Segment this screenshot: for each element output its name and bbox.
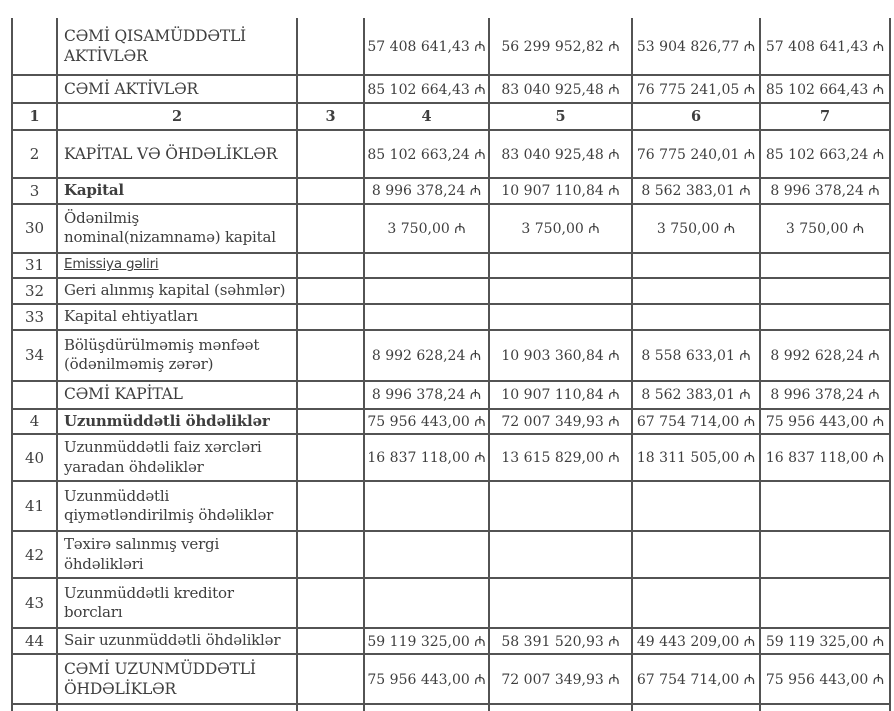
value-cell: 8 996 378,24 ₼ <box>760 381 890 409</box>
value-cell: 75 956 443,00 ₼ <box>364 654 489 704</box>
value-cell <box>632 253 760 278</box>
row-num-cell: 32 <box>12 278 57 304</box>
row-repurchased-capital <box>12 278 890 304</box>
col3-cell <box>297 204 364 253</box>
value-cell <box>632 704 760 711</box>
row-capital <box>12 178 890 204</box>
row-total-short-term-assets <box>12 18 890 75</box>
label-cell: Geri alınmış kapital (səhmlər) <box>57 278 297 304</box>
row-estimated-liabilities <box>12 481 890 531</box>
row-other-long-term-liabilities <box>12 628 890 654</box>
row-num-cell: 3 <box>12 178 57 204</box>
row-num-cell <box>12 654 57 704</box>
label-cell: Sair uzunmüddətli öhdəliklər <box>57 628 297 654</box>
value-cell: 83 040 925,48 ₼ <box>489 130 632 178</box>
col3-cell <box>297 409 364 435</box>
value-cell <box>632 278 760 304</box>
value-cell: 3 750,00 ₼ <box>364 204 489 253</box>
row-long-term-creditors <box>12 578 890 628</box>
row-num-cell: 4 <box>12 409 57 435</box>
value-cell <box>632 531 760 578</box>
col3-cell <box>297 531 364 578</box>
value-cell <box>364 278 489 304</box>
row-num-cell <box>12 381 57 409</box>
row-long-term-liabilities <box>12 409 890 435</box>
column-header-cell: 3 <box>297 103 364 130</box>
value-cell: 8 562 383,01 ₼ <box>632 381 760 409</box>
row-num-cell <box>12 704 57 711</box>
row-num-cell: 43 <box>12 578 57 628</box>
label-cell: Kapital <box>57 178 297 204</box>
value-cell: 13 615 829,00 ₼ <box>489 434 632 481</box>
balance-sheet-table <box>11 18 891 711</box>
value-cell <box>760 278 890 304</box>
label-cell: CƏMİ QISAMÜDDƏTLİ AKTİVLƏR <box>57 18 297 75</box>
value-cell: 57 408 641,43 ₼ <box>364 18 489 75</box>
label-cell: Uzunmüddətli kreditor borcları <box>57 578 297 628</box>
column-header-cell: 2 <box>57 103 297 130</box>
row-num-cell <box>12 18 57 75</box>
value-cell <box>632 578 760 628</box>
value-cell: 75 956 443,00 ₼ <box>364 409 489 435</box>
value-cell: 59 119 325,00 ₼ <box>364 628 489 654</box>
col3-cell <box>297 434 364 481</box>
row-capital-and-liabilities <box>12 130 890 178</box>
row-num-cell: 44 <box>12 628 57 654</box>
value-cell <box>760 704 890 711</box>
value-cell: 67 754 714,00 ₼ <box>632 409 760 435</box>
row-num-cell: 33 <box>12 304 57 330</box>
value-cell: 8 996 378,24 ₼ <box>364 381 489 409</box>
value-cell: 18 311 505,00 ₼ <box>632 434 760 481</box>
value-cell: 76 775 240,01 ₼ <box>632 130 760 178</box>
value-cell: 53 904 826,77 ₼ <box>632 18 760 75</box>
value-cell: 72 007 349,93 ₼ <box>489 409 632 435</box>
value-cell: 56 299 952,82 ₼ <box>489 18 632 75</box>
col3-cell <box>297 704 364 711</box>
value-cell: 85 102 663,24 ₼ <box>364 130 489 178</box>
column-header-cell: 5 <box>489 103 632 130</box>
row-interest-bearing-liabilities <box>12 434 890 481</box>
label-cell: Emissiya gəliri <box>57 253 297 278</box>
value-cell: 8 992 628,24 ₼ <box>364 330 489 381</box>
col3-cell <box>297 278 364 304</box>
col3-cell <box>297 381 364 409</box>
value-cell: 75 956 443,00 ₼ <box>760 654 890 704</box>
col3-cell <box>297 628 364 654</box>
column-header-cell: 7 <box>760 103 890 130</box>
value-cell <box>489 304 632 330</box>
column-header-cell: 1 <box>12 103 57 130</box>
label-cell: CƏMİ UZUNMÜDDƏTLİ ÖHDƏLİKLƏR <box>57 654 297 704</box>
value-cell <box>489 253 632 278</box>
value-cell: 8 992 628,24 ₼ <box>760 330 890 381</box>
column-header-cell: 4 <box>364 103 489 130</box>
value-cell: 3 750,00 ₼ <box>489 204 632 253</box>
row-num-cell: 34 <box>12 330 57 381</box>
col3-cell <box>297 654 364 704</box>
row-emission-income <box>12 253 890 278</box>
label-cell: Bölüşdürülməmiş mənfəət (ödənilməmiş zərər) <box>57 330 297 381</box>
value-cell <box>489 278 632 304</box>
row-deferred-tax-liabilities <box>12 531 890 578</box>
value-cell: 85 102 664,43 ₼ <box>364 75 489 103</box>
label-cell: Uzunmüddətli qiymətləndirilmiş öhdəliklər <box>57 481 297 531</box>
row-paid-nominal-capital <box>12 204 890 253</box>
col3-cell <box>297 75 364 103</box>
row-total-long-term-liabilities <box>12 654 890 704</box>
row-total-assets <box>12 75 890 103</box>
value-cell: 3 750,00 ₼ <box>760 204 890 253</box>
value-cell <box>364 704 489 711</box>
value-cell <box>760 531 890 578</box>
value-cell <box>760 253 890 278</box>
value-cell <box>364 304 489 330</box>
row-num-cell: 41 <box>12 481 57 531</box>
row-retained-earnings <box>12 330 890 381</box>
value-cell <box>364 481 489 531</box>
value-cell: 10 907 110,84 ₼ <box>489 178 632 204</box>
value-cell: 76 775 241,05 ₼ <box>632 75 760 103</box>
label-cell <box>57 704 297 711</box>
value-cell: 72 007 349,93 ₼ <box>489 654 632 704</box>
value-cell <box>364 578 489 628</box>
value-cell <box>632 304 760 330</box>
label-cell: KAPİTAL VƏ ÖHDƏLİKLƏR <box>57 130 297 178</box>
label-cell: Uzunmüddətli öhdəliklər <box>57 409 297 435</box>
label-cell: CƏMİ KAPİTAL <box>57 381 297 409</box>
value-cell: 83 040 925,48 ₼ <box>489 75 632 103</box>
value-cell: 8 996 378,24 ₼ <box>760 178 890 204</box>
value-cell: 49 443 209,00 ₼ <box>632 628 760 654</box>
value-cell: 75 956 443,00 ₼ <box>760 409 890 435</box>
value-cell: 59 119 325,00 ₼ <box>760 628 890 654</box>
value-cell <box>760 578 890 628</box>
value-cell <box>489 481 632 531</box>
row-num-cell: 42 <box>12 531 57 578</box>
column-header-cell: 6 <box>632 103 760 130</box>
value-cell <box>760 304 890 330</box>
col3-cell <box>297 304 364 330</box>
value-cell: 3 750,00 ₼ <box>632 204 760 253</box>
col3-cell <box>297 330 364 381</box>
row-num-cell: 30 <box>12 204 57 253</box>
row-capital-reserves <box>12 304 890 330</box>
label-cell: Uzunmüddətli faiz xərcləri yaradan öhdəliklər <box>57 434 297 481</box>
col3-cell <box>297 130 364 178</box>
value-cell: 10 907 110,84 ₼ <box>489 381 632 409</box>
row-partial-next <box>12 704 890 711</box>
label-cell: Təxirə salınmış vergi öhdəlikləri <box>57 531 297 578</box>
value-cell <box>489 578 632 628</box>
row-total-capital <box>12 381 890 409</box>
value-cell <box>632 481 760 531</box>
value-cell <box>489 531 632 578</box>
row-num-cell: 2 <box>12 130 57 178</box>
value-cell: 85 102 663,24 ₼ <box>760 130 890 178</box>
row-num-cell: 31 <box>12 253 57 278</box>
row-num-cell: 40 <box>12 434 57 481</box>
col3-cell <box>297 578 364 628</box>
value-cell: 8 562 383,01 ₼ <box>632 178 760 204</box>
col3-cell <box>297 481 364 531</box>
value-cell: 16 837 118,00 ₼ <box>760 434 890 481</box>
value-cell <box>364 253 489 278</box>
column-number-header-row <box>12 103 890 130</box>
value-cell: 10 903 360,84 ₼ <box>489 330 632 381</box>
label-cell: CƏMİ AKTİVLƏR <box>57 75 297 103</box>
col3-cell <box>297 18 364 75</box>
value-cell <box>760 481 890 531</box>
label-cell: Ödənilmiş nominal(nizamnamə) kapital <box>57 204 297 253</box>
value-cell: 16 837 118,00 ₼ <box>364 434 489 481</box>
value-cell: 67 754 714,00 ₼ <box>632 654 760 704</box>
row-num-cell <box>12 75 57 103</box>
col3-cell <box>297 253 364 278</box>
col3-cell <box>297 178 364 204</box>
value-cell: 85 102 664,43 ₼ <box>760 75 890 103</box>
value-cell <box>364 531 489 578</box>
value-cell: 57 408 641,43 ₼ <box>760 18 890 75</box>
value-cell: 58 391 520,93 ₼ <box>489 628 632 654</box>
value-cell <box>489 704 632 711</box>
value-cell: 8 558 633,01 ₼ <box>632 330 760 381</box>
value-cell: 8 996 378,24 ₼ <box>364 178 489 204</box>
label-cell: Kapital ehtiyatları <box>57 304 297 330</box>
